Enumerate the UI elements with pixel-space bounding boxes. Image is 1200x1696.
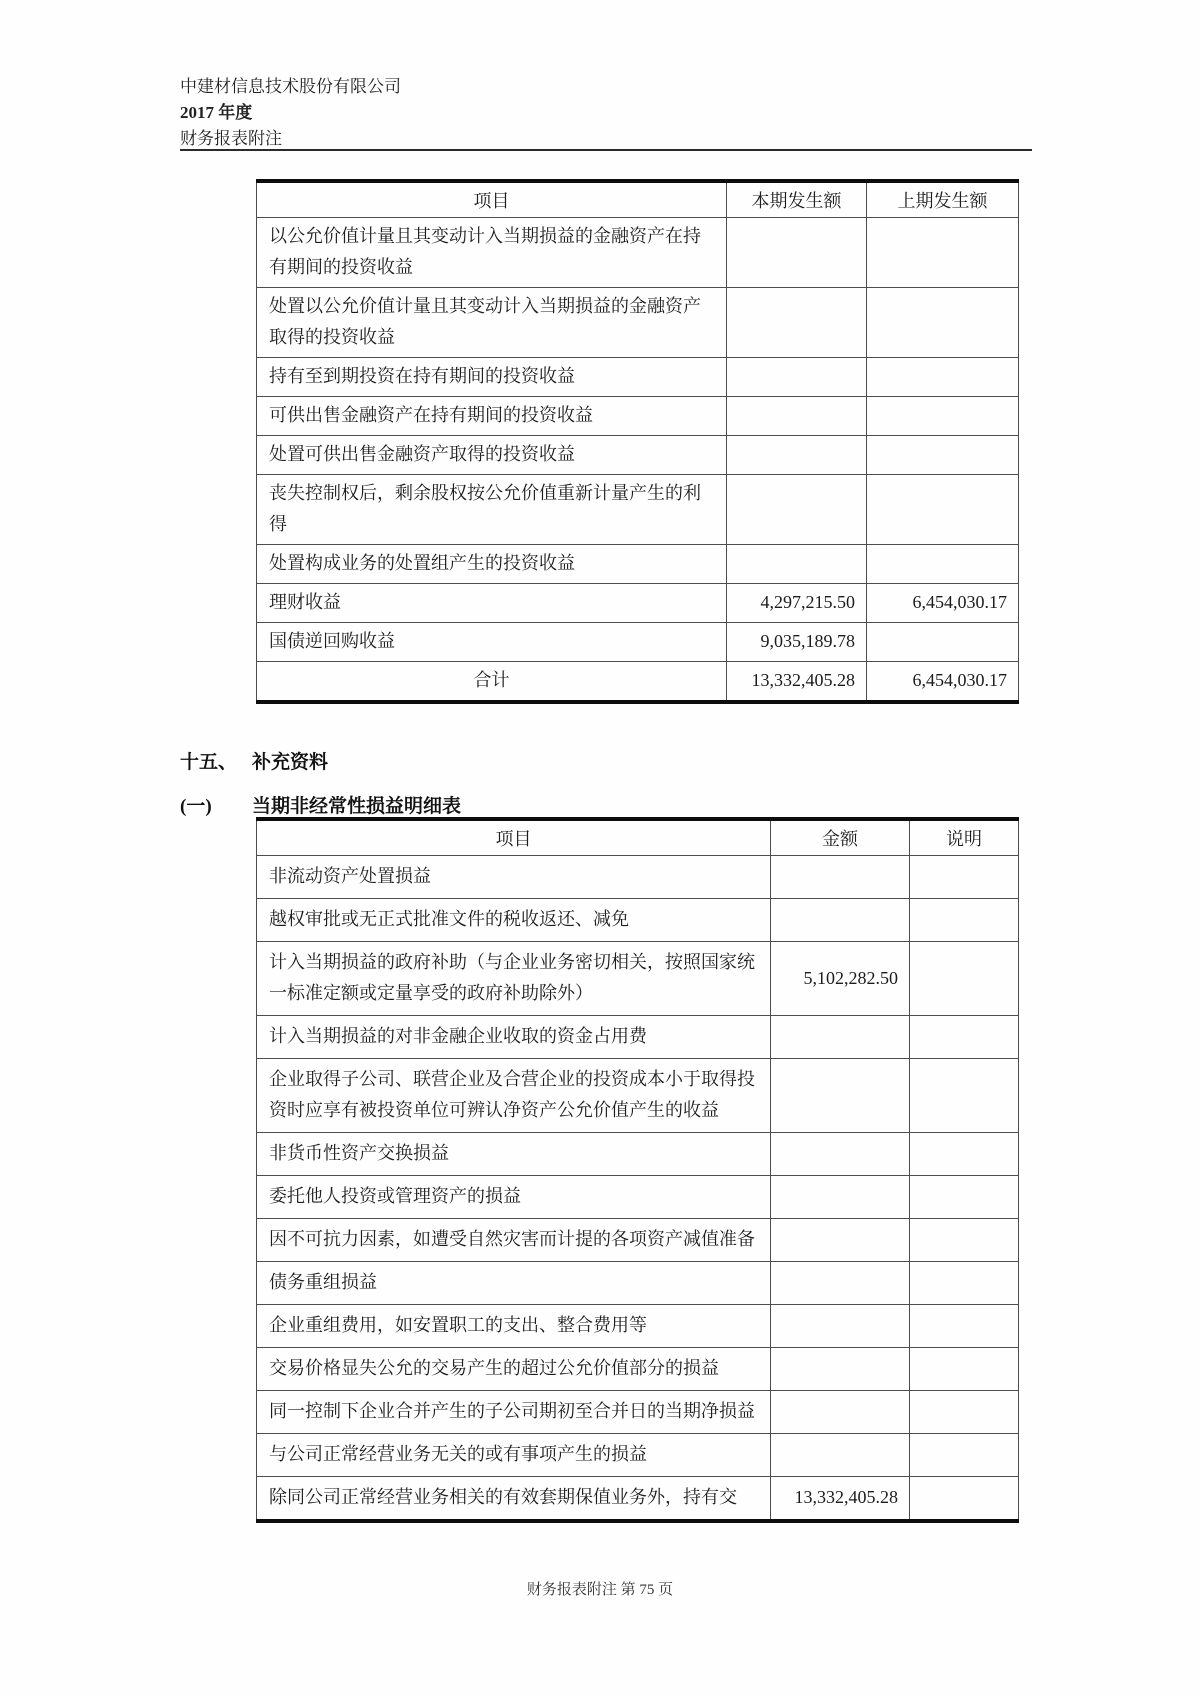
table-row <box>257 545 1019 584</box>
investment-income-table <box>256 179 1019 704</box>
note-cell <box>910 1176 1019 1219</box>
column-header-note: 说明 <box>910 819 1019 856</box>
item-cell: 合计 <box>257 662 727 703</box>
note-cell <box>910 1305 1019 1348</box>
note-cell <box>910 1016 1019 1059</box>
item-cell: 债务重组损益 <box>257 1262 771 1305</box>
note-cell <box>910 1262 1019 1305</box>
item-cell: 除同公司正常经营业务相关的有效套期保值业务外，持有交 <box>257 1477 771 1522</box>
table-row <box>257 1477 1019 1522</box>
table-row <box>257 288 1019 358</box>
subsection-number: (一) <box>180 796 212 817</box>
table-row <box>257 1016 1019 1059</box>
table-row <box>257 1434 1019 1477</box>
current-period-amount-cell <box>727 436 867 475</box>
table-row <box>257 1305 1019 1348</box>
item-cell: 计入当期损益的对非金融企业收取的资金占用费 <box>257 1016 771 1059</box>
item-cell: 处置以公允价值计量且其变动计入当期损益的金融资产取得的投资收益 <box>257 288 727 358</box>
amount-cell <box>771 1348 910 1391</box>
amount-cell: 5,102,282.50 <box>771 942 910 1016</box>
item-cell: 企业重组费用，如安置职工的支出、整合费用等 <box>257 1305 771 1348</box>
item-cell: 同一控制下企业合并产生的子公司期初至合并日的当期净损益 <box>257 1391 771 1434</box>
investment-income-table-header <box>257 181 1019 218</box>
note-cell <box>910 1434 1019 1477</box>
table-row <box>257 397 1019 436</box>
subsection-heading <box>180 791 461 818</box>
item-cell: 丧失控制权后，剩余股权按公允价值重新计量产生的利得 <box>257 475 727 545</box>
prior-period-amount-cell <box>867 545 1019 584</box>
note-cell <box>910 1219 1019 1262</box>
item-cell: 委托他人投资或管理资产的损益 <box>257 1176 771 1219</box>
item-cell: 越权审批或无正式批准文件的税收返还、减免 <box>257 899 771 942</box>
item-cell: 可供出售金融资产在持有期间的投资收益 <box>257 397 727 436</box>
item-cell: 以公允价值计量且其变动计入当期损益的金融资产在持有期间的投资收益 <box>257 218 727 288</box>
investment-income-table-body <box>257 218 1019 703</box>
report-year: 2017 年度 <box>180 103 253 122</box>
note-cell <box>910 1348 1019 1391</box>
company-name: 中建材信息技术股份有限公司 <box>180 77 401 96</box>
prior-period-amount-cell <box>867 623 1019 662</box>
section-number: 十五、 <box>180 752 238 773</box>
table-row <box>257 1176 1019 1219</box>
page-header <box>180 74 401 152</box>
non-recurring-items-table-body <box>257 856 1019 1522</box>
table-row <box>257 1133 1019 1176</box>
column-header-current-period: 本期发生额 <box>727 181 867 218</box>
amount-cell <box>771 1434 910 1477</box>
table-row <box>257 584 1019 623</box>
prior-period-amount-cell <box>867 436 1019 475</box>
non-recurring-items-table <box>256 817 1019 1523</box>
header-divider <box>180 149 1032 151</box>
current-period-amount-cell <box>727 397 867 436</box>
item-cell: 理财收益 <box>257 584 727 623</box>
amount-cell <box>771 1305 910 1348</box>
table-row <box>257 899 1019 942</box>
table-row <box>257 1348 1019 1391</box>
table-row <box>257 623 1019 662</box>
item-cell: 国债逆回购收益 <box>257 623 727 662</box>
note-cell <box>910 856 1019 899</box>
item-cell: 因不可抗力因素，如遭受自然灾害而计提的各项资产减值准备 <box>257 1219 771 1262</box>
amount-cell <box>771 1391 910 1434</box>
table-row <box>257 1391 1019 1434</box>
table-row <box>257 1219 1019 1262</box>
table-row <box>257 1262 1019 1305</box>
prior-period-amount-cell <box>867 397 1019 436</box>
prior-period-amount-cell <box>867 218 1019 288</box>
amount-cell <box>771 899 910 942</box>
amount-cell <box>771 1219 910 1262</box>
column-header-item: 项目 <box>257 181 727 218</box>
non-recurring-items-table-header <box>257 819 1019 856</box>
item-cell: 交易价格显失公允的交易产生的超过公允价值部分的损益 <box>257 1348 771 1391</box>
amount-cell <box>771 1176 910 1219</box>
table-row <box>257 436 1019 475</box>
header-row <box>257 819 1019 856</box>
item-cell: 处置可供出售金融资产取得的投资收益 <box>257 436 727 475</box>
amount-cell <box>771 1016 910 1059</box>
amount-cell <box>771 1059 910 1133</box>
amount-cell <box>771 1262 910 1305</box>
column-header-prior-period: 上期发生额 <box>867 181 1019 218</box>
current-period-amount-cell <box>727 288 867 358</box>
doc-title: 财务报表附注 <box>180 129 282 148</box>
item-cell: 非流动资产处置损益 <box>257 856 771 899</box>
section-heading <box>180 747 328 774</box>
current-period-amount-cell <box>727 358 867 397</box>
table-row <box>257 218 1019 288</box>
column-header-amount: 金额 <box>771 819 910 856</box>
item-cell: 计入当期损益的政府补助（与企业业务密切相关，按照国家统一标准定额或定量享受的政府补助除外） <box>257 942 771 1016</box>
current-period-amount-cell <box>727 218 867 288</box>
subsection-title: 当期非经常性损益明细表 <box>252 796 462 817</box>
item-cell: 与公司正常经营业务无关的或有事项产生的损益 <box>257 1434 771 1477</box>
page-footer <box>0 1578 1200 1599</box>
note-cell <box>910 899 1019 942</box>
current-period-amount-cell: 13,332,405.28 <box>727 662 867 703</box>
current-period-amount-cell: 9,035,189.78 <box>727 623 867 662</box>
prior-period-amount-cell <box>867 288 1019 358</box>
note-cell <box>910 942 1019 1016</box>
prior-period-amount-cell <box>867 475 1019 545</box>
item-cell: 处置构成业务的处置组产生的投资收益 <box>257 545 727 584</box>
prior-period-amount-cell: 6,454,030.17 <box>867 662 1019 703</box>
table-row <box>257 1059 1019 1133</box>
current-period-amount-cell <box>727 545 867 584</box>
current-period-amount-cell: 4,297,215.50 <box>727 584 867 623</box>
section-title: 补充资料 <box>252 752 329 773</box>
note-cell <box>910 1477 1019 1522</box>
amount-cell <box>771 856 910 899</box>
item-cell: 企业取得子公司、联营企业及合营企业的投资成本小于取得投资时应享有被投资单位可辨认净资产公允价值产生的收益 <box>257 1059 771 1133</box>
total-row <box>257 662 1019 703</box>
table-row <box>257 475 1019 545</box>
note-cell <box>910 1133 1019 1176</box>
item-cell: 非货币性资产交换损益 <box>257 1133 771 1176</box>
note-cell <box>910 1059 1019 1133</box>
table-row <box>257 856 1019 899</box>
prior-period-amount-cell: 6,454,030.17 <box>867 584 1019 623</box>
table-row <box>257 358 1019 397</box>
note-cell <box>910 1391 1019 1434</box>
amount-cell: 13,332,405.28 <box>771 1477 910 1522</box>
header-row <box>257 181 1019 218</box>
current-period-amount-cell <box>727 475 867 545</box>
table-row <box>257 942 1019 1016</box>
column-header-item: 项目 <box>257 819 771 856</box>
prior-period-amount-cell <box>867 358 1019 397</box>
item-cell: 持有至到期投资在持有期间的投资收益 <box>257 358 727 397</box>
amount-cell <box>771 1133 910 1176</box>
footer-page-label: 财务报表附注 第 75 页 <box>526 1582 674 1598</box>
